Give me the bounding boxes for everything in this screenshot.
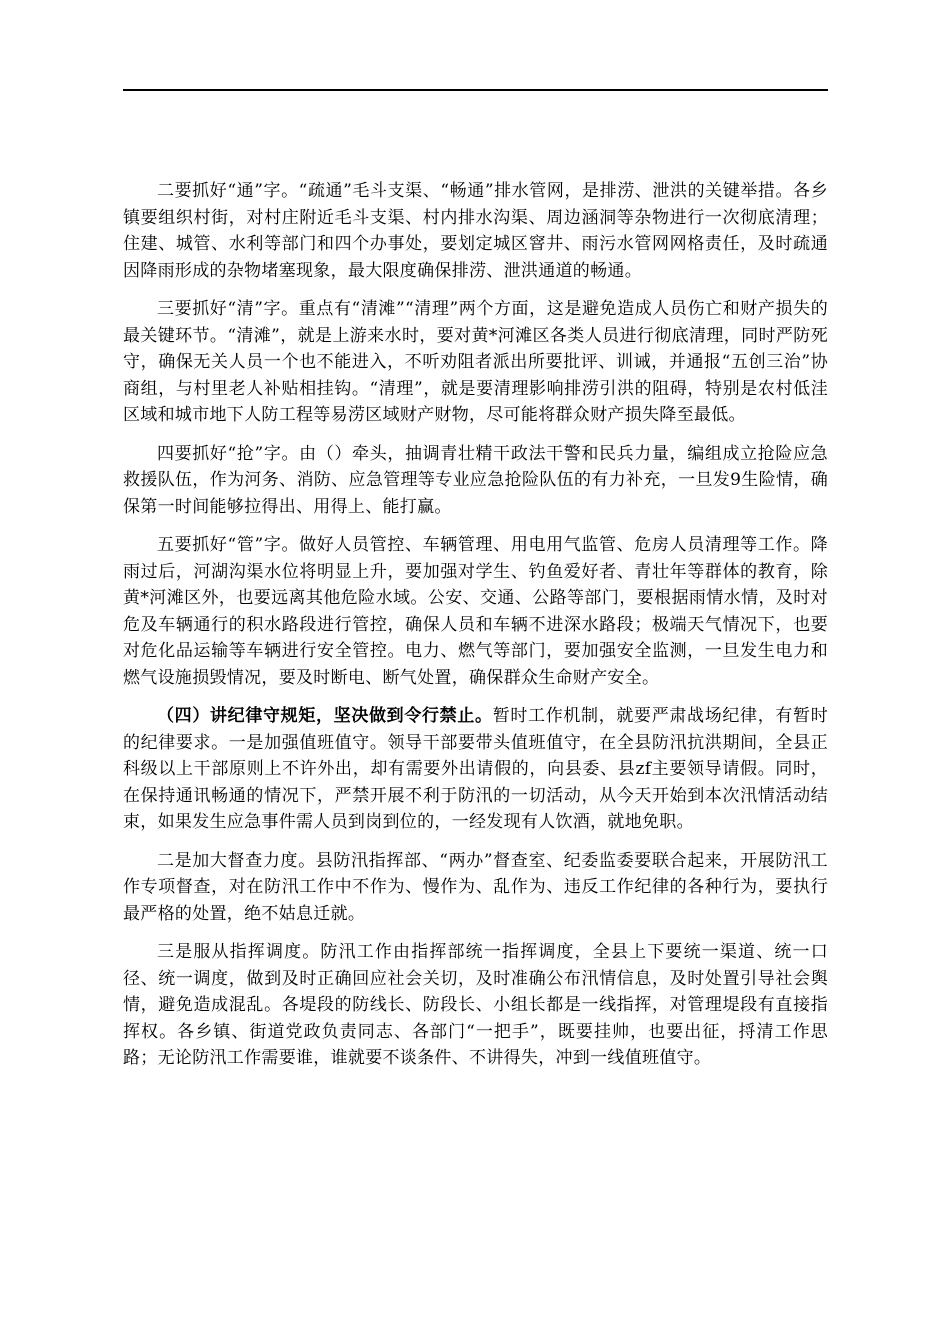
- header-rule: [123, 89, 828, 91]
- section-heading: （四）讲纪律守规矩，坚决做到令行禁止。: [157, 706, 493, 726]
- paragraph-text: 五要抓好“管”字。做好人员管控、车辆管理、用电用气监管、危房人员清理等工作。降雨过后，河湖沟渠水位将明显上升，要加强对学生、钓鱼爱好者、青壮年等群体的教育，除黄*河滩区外，也要远离其他危险水域。公安、交通、公路等部门，要根据雨情水情，及时对危及车辆通行的积水路段进行管控，确保人员和车辆不进深水路段；极端天气情况下，也要对危化品运输等车辆进行安全管控。电力、燃气等部门，要加强安全监测，一旦发生电力和燃气设施损毁情况，要及时断电、断气处置，确保群众生命财产安全。: [123, 535, 828, 688]
- paragraph-text: 三要抓好“清”字。重点有“清滩”“清理”两个方面，这是避免造成人员伤亡和财产损失的最关键环节。“清滩”，就是上游来水时，要对黄*河滩区各类人员进行彻底清理，同时严防死守，确保无关人员一个也不能进入，不听劝阻者派出所要批评、训诫，并通报“五创三治”协商组，与村里老人补贴相挂钩。“清理”，就是要清理影响排涝引洪的阻碍，特别是农村低洼区域和城市地下人防工程等易涝区域财产财物，尽可能将群众财产损失降至最低。: [123, 299, 828, 425]
- paragraph-text: 暂时工作机制，就要严肃战场纪律，有暂时的纪律要求。一是加强值班值守。领导干部要带头值班值守，在全县防汛抗洪期间，全县正科级以上干部原则上不许外出，却有需要外出请假的，向县委、县zf主要领导请假。同时，在保持通讯畅通的情况下，严禁开展不利于防汛的一切活动，从今天开始到本次汛情活动结束，如果发生应急事件需人员到岗到位的，一经发现有人饮酒，就地免职。: [123, 706, 828, 832]
- paragraph-command: [123, 939, 828, 1072]
- paragraph-qiang: [123, 441, 828, 521]
- document-body: [123, 178, 828, 1084]
- paragraph-tong: [123, 178, 828, 284]
- paragraph-text: 二是加大督查力度。县防汛指挥部、“两办”督查室、纪委监委要联合起来，开展防汛工作专项督查，对在防汛工作中不作为、慢作为、乱作为、违反工作纪律的各种行为，要执行最严格的处置，绝不姑息迁就。: [123, 850, 828, 924]
- paragraph-text: 三是服从指挥调度。防汛工作由指挥部统一指挥调度，全县上下要统一渠道、统一口径、统一调度，做到及时正确回应社会关切，及时准确公布汛情信息，及时处置引导社会舆情，避免造成混乱。各堤段的防线长、防段长、小组长都是一线指挥，对管理堤段有直接指挥权。各乡镇、街道党政负责同志、各部门“一把手”，既要挂帅，也要出征，捋清工作思路；无论防汛工作需要谁，谁就要不谈条件、不讲得失，冲到一线值班值守。: [123, 942, 828, 1068]
- paragraph-section-four: [123, 703, 828, 836]
- paragraph-supervision: [123, 848, 828, 928]
- paragraph-text: 二要抓好“通”字。“疏通”毛斗支渠、“畅通”排水管网，是排涝、泄洪的关键举措。各乡镇要组织村街，对村庄附近毛斗支渠、村内排水沟渠、周边涵洞等杂物进行一次彻底清理；住建、城管、水利等部门和四个办事处，要划定城区窨井、雨污水管网网格责任，及时疏通因降雨形成的杂物堵塞现象，最大限度确保排涝、泄洪通道的畅通。: [123, 181, 828, 281]
- paragraph-guan: [123, 532, 828, 691]
- paragraph-text: 四要抓好“抢”字。由（）牵头，抽调青壮精干政法干警和民兵力量，编组成立抢险应急救援队伍，作为河务、消防、应急管理等专业应急抢险队伍的有力补充，一旦发9生险情，确保第一时间能够拉得出、用得上、能打赢。: [123, 443, 828, 517]
- paragraph-qing: [123, 296, 828, 429]
